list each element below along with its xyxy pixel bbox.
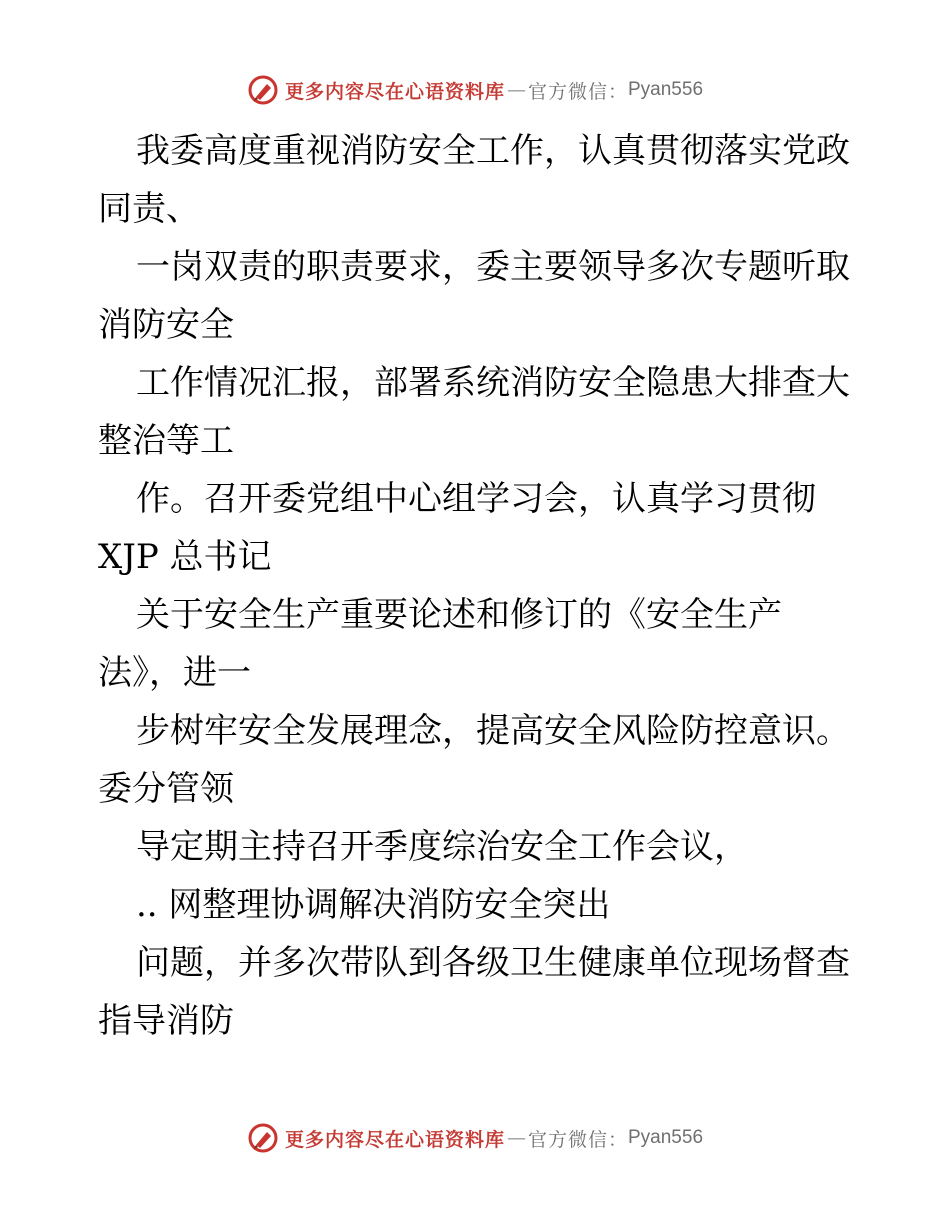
text-line: 委分管领 (98, 769, 234, 809)
watermark-wechat-label: 官方微信： (527, 80, 628, 103)
watermark-wechat-id: Pyan556 (628, 1127, 704, 1148)
watermark-brand: 更多内容尽在心语资料库 (284, 80, 505, 103)
header-watermark (0, 72, 950, 108)
watermark-wechat-label: 官方微信： (527, 1128, 628, 1151)
watermark-dash: — (506, 79, 526, 101)
text-line: 同责、 (98, 189, 200, 229)
text-line: 法》，进一 (98, 653, 251, 693)
text-line: XJP 总书记 (98, 537, 272, 577)
text-line: 一岗双责的职责要求，委主要领导多次专题听取 (136, 247, 850, 287)
pen-logo-icon (247, 1122, 279, 1154)
text-line: 导定期主持召开季度综治安全工作会议， (136, 827, 748, 867)
text-line: 步树牢安全发展理念，提高安全风险防控意识。 (136, 711, 850, 751)
watermark-wechat-id: Pyan556 (628, 79, 704, 100)
text-line: 我委高度重视消防安全工作，认真贯彻落实党政 (136, 131, 850, 171)
text-line: 工作情况汇报，部署系统消防安全隐患大排查大 (136, 363, 850, 403)
watermark-brand: 更多内容尽在心语资料库 (284, 1128, 505, 1151)
body-text (98, 122, 868, 1050)
text-line: .. 网整理协调解决消防安全突出 (136, 885, 611, 925)
text-line: 问题，并多次带队到各级卫生健康单位现场督查 (136, 943, 850, 983)
text-line: 整治等工 (98, 421, 234, 461)
pen-logo-icon (247, 74, 279, 106)
footer-watermark (0, 1120, 950, 1156)
watermark-dash: — (506, 1127, 526, 1149)
text-line: 作。召开委党组中心组学习会，认真学习贯彻 (136, 479, 816, 519)
text-line: 消防安全 (98, 305, 234, 345)
text-line: 指导消防 (98, 1001, 234, 1041)
text-line: 关于安全生产重要论述和修订的《安全生产 (136, 595, 782, 635)
